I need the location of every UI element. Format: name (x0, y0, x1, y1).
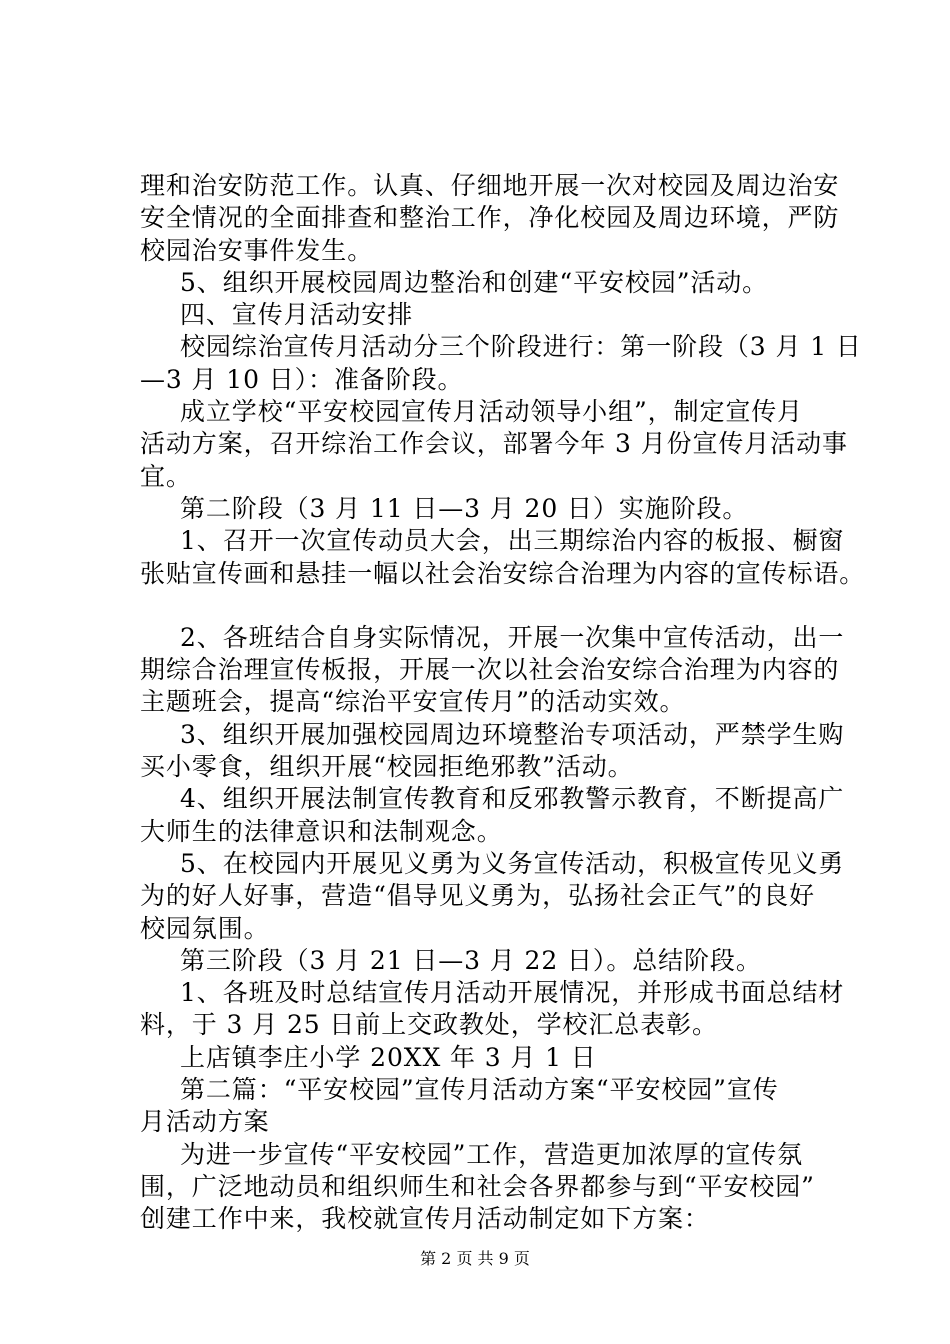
text-line: 为的好人好事，营造“倡导见义勇为，弘扬社会正气”的良好 (140, 881, 815, 911)
text-line: —3 月 10 日）：准备阶段。 (140, 364, 464, 394)
text-line: 大师生的法律意识和法制观念。 (140, 816, 503, 846)
blank-line (140, 590, 840, 622)
text-line: 5、组织开展校园周边整治和创建“平安校园”活动。 (180, 267, 769, 297)
text-line: 月活动方案 (140, 1107, 270, 1137)
text-line: 5、在校园内开展见义勇为义务宣传活动，积极宣传见义勇 (180, 848, 845, 878)
text-line: 第二阶段（3 月 11 日—3 月 20 日）实施阶段。 (180, 493, 749, 523)
text-line: 四、宣传月活动安排 (180, 300, 414, 330)
text-line: 料，于 3 月 25 日前上交政教处，学校汇总表彰。 (140, 1010, 718, 1040)
text-line: 买小零食，组织开展“校园拒绝邪教”活动。 (140, 752, 634, 782)
text-line: 理和治安防范工作。认真、仔细地开展一次对校园及周边治安 (140, 171, 840, 200)
text-line: 2、各班结合自身实际情况，开展一次集中宣传活动，出一 (180, 622, 845, 652)
text-line: 第二篇：“平安校园”宣传月活动方案“平安校园”宣传 (180, 1075, 779, 1105)
text-line: 期综合治理宣传板报，开展一次以社会治安综合治理为内容的 (140, 655, 840, 685)
text-line: 校园综治宣传月活动分三个阶段进行：第一阶段（3 月 1 日 (180, 332, 862, 362)
text-line: 张贴宣传画和悬挂一幅以社会治安综合治理为内容的宣传标语。 (140, 558, 866, 588)
text-line: 校园氛围。 (140, 913, 270, 943)
text-line: 3、组织开展加强校园周边环境整治专项活动，严禁学生购 (180, 719, 845, 749)
text-line: 围，广泛地动员和组织师生和社会各界都参与到“平安校园” (140, 1171, 815, 1201)
text-line: 为进一步宣传“平安校园”工作，营造更加浓厚的宣传氛 (180, 1139, 804, 1169)
text-line: 4、组织开展法制宣传教育和反邪教警示教育，不断提高广 (180, 784, 845, 814)
text-line: 1、召开一次宣传动员大会，出三期综治内容的板报、橱窗 (180, 526, 845, 556)
text-line: 主题班会，提高“综治平安宣传月”的活动实效。 (140, 687, 686, 717)
text-line: 第三阶段（3 月 21 日—3 月 22 日）。总结阶段。 (180, 945, 762, 975)
page-number: 第 2 页 共 9 页 (420, 1249, 530, 1268)
text-line: 校园治安事件发生。 (140, 235, 374, 265)
text-line: 上店镇李庄小学 20XX 年 3 月 1 日 (180, 1042, 597, 1072)
text-line: 创建工作中来，我校就宣传月活动制定如下方案： (140, 1204, 710, 1234)
text-line: 1、各班及时总结宣传月活动开展情况，并形成书面总结材 (180, 978, 845, 1008)
text-line: 宜。 (140, 461, 192, 491)
document-body (140, 170, 866, 1236)
page-footer (0, 1246, 950, 1269)
text-line: 活动方案，召开综治工作会议，部署今年 3 月份宣传月活动事 (140, 429, 848, 459)
text-line: 安全情况的全面排查和整治工作，净化校园及周边环境，严防 (140, 203, 840, 233)
text-line: 成立学校“平安校园宣传月活动领导小组”，制定宣传月 (180, 397, 804, 427)
